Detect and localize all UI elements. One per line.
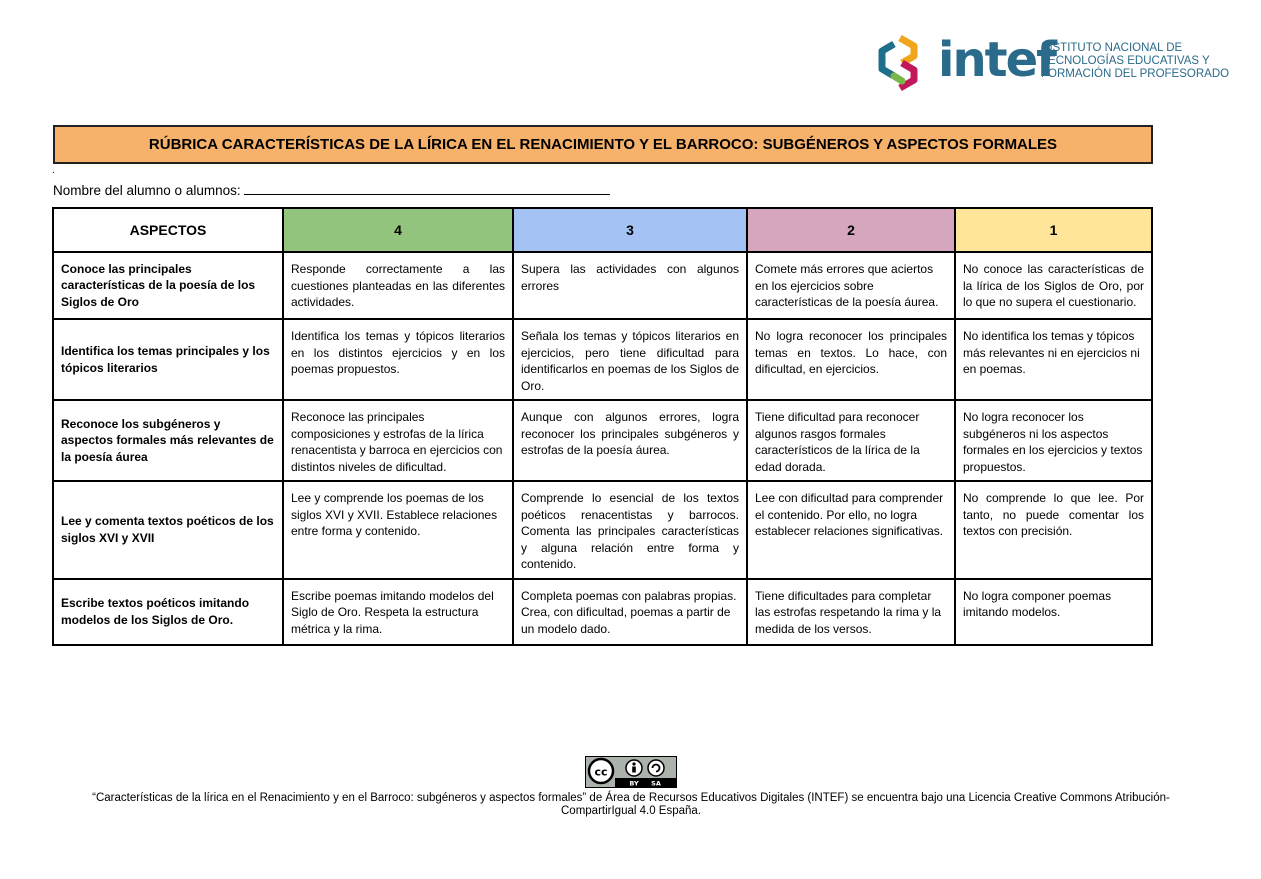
score-3-cell: Completa poemas con palabras propias. Crea, con dificultad, poemas a partir de un modelo dado. [513,579,747,645]
aspect-cell: Reconoce los subgéneros y aspectos formales más relevantes de la poesía áurea [53,400,283,481]
aspect-cell: Conoce las principales características de la poesía de los Siglos de Oro [53,252,283,319]
institution-line: FORMACIÓN DEL PROFESORADO [1041,68,1230,80]
score-3-cell: Comprende lo esencial de los textos poéticos renacentistas y barrocos. Comenta las principales características y alguna relación entre forma y contenido. [513,481,747,579]
score-1-cell: No identifica los temas y tópicos más relevantes ni en ejercicios ni en poemas. [955,319,1152,400]
score-1-cell: No logra componer poemas imitando modelos. [955,579,1152,645]
cc-by-label: BY [629,779,639,788]
license-footer: “Características de la lírica en el Renacimiento y en el Barroco: subgéneros y aspectos formales” de Área de Recursos Educativos Digitales (INTEF) se encuentra bajo una Licencia Creative Commons Atribución-CompartirIgual 4.0 España. [92,792,1170,817]
score-3-cell: Aunque con algunos errores, logra reconocer los principales subgéneros y estrofas de la poesía áurea. [513,400,747,481]
table-row [53,319,1152,400]
institution-name [1041,42,1229,81]
header-score-1: 1 [955,208,1152,252]
student-name-label: Nombre del alumno o alumnos: [53,183,241,198]
cc-by-sa-icon [585,756,677,788]
aspect-cell: Lee y comenta textos poéticos de los siglos XVI y XVII [53,481,283,579]
student-name-field [53,182,610,198]
rubric-table [52,207,1153,646]
rubric-title: RÚBRICA CARACTERÍSTICAS DE LA LÍRICA EN EL RENACIMIENTO Y EL BARROCO: SUBGÉNEROS Y ASPECTOS FORMALES [53,125,1153,164]
score-4-cell: Identifica los temas y tópicos literarios en los distintos ejercicios y en los poemas propuestos. [283,319,513,400]
score-1-cell: No comprende lo que lee. Por tanto, no puede comentar los textos con precisión. [955,481,1152,579]
institution-line: INSTITUTO NACIONAL DE [1041,42,1183,54]
student-name-blank[interactable] [244,182,610,195]
header-aspects: ASPECTOS [53,208,283,252]
score-1-cell: No logra reconocer los subgéneros ni los aspectos formales en los ejercicios y textos propuestos. [955,400,1152,481]
intef-mark-icon [872,34,934,92]
score-2-cell: Lee con dificultad para comprender el contenido. Por ello, no logra establecer relaciones significativas. [747,481,955,579]
score-4-cell: Responde correctamente a las cuestiones planteadas en las diferentes actividades. [283,252,513,319]
score-2-cell: Tiene dificultad para reconocer algunos rasgos formales característicos de la lírica de la edad dorada. [747,400,955,481]
header-score-4: 4 [283,208,513,252]
table-row [53,252,1152,319]
svg-text:cc: cc [594,765,608,779]
intef-logo [872,32,1230,92]
score-4-cell: Escribe poemas imitando modelos del Siglo de Oro. Respeta la estructura métrica y la rima. [283,579,513,645]
score-4-cell: Lee y comprende los poemas de los siglos XVI y XVII. Establece relaciones entre forma y contenido. [283,481,513,579]
header-row [53,208,1152,252]
score-2-cell: Comete más errores que aciertos en los ejercicios sobre características de la poesía áurea. [747,252,955,319]
table-row [53,579,1152,645]
score-4-cell: Reconoce las principales composiciones y estrofas de la lírica renacentista y barroca en ejercicios con distintos niveles de dificultad. [283,400,513,481]
cc-sa-label: SA [651,779,661,788]
table-row [53,481,1152,579]
score-2-cell: No logra reconocer los principales temas en textos. Lo hace, con dificultad, en ejercicios. [747,319,955,400]
score-3-cell: Supera las actividades con algunos errores [513,252,747,319]
score-1-cell: No conoce las características de la lírica de los Siglos de Oro, por lo que no supera el cuestionario. [955,252,1152,319]
intef-wordmark: intef [938,32,1056,88]
aspect-cell: Escribe textos poéticos imitando modelos de los Siglos de Oro. [53,579,283,645]
score-3-cell: Señala los temas y tópicos literarios en ejercicios, pero tiene dificultad para identificarlos en poemas de los Siglos de Oro. [513,319,747,400]
header-score-2: 2 [747,208,955,252]
table-row [53,400,1152,481]
score-2-cell: Tiene dificultades para completar las estrofas respetando la rima y la medida de los versos. [747,579,955,645]
header-score-3: 3 [513,208,747,252]
aspect-cell: Identifica los temas principales y los tópicos literarios [53,319,283,400]
stray-dot: . [52,165,55,176]
institution-line: TECNOLOGÍAS EDUCATIVAS Y [1041,55,1210,67]
